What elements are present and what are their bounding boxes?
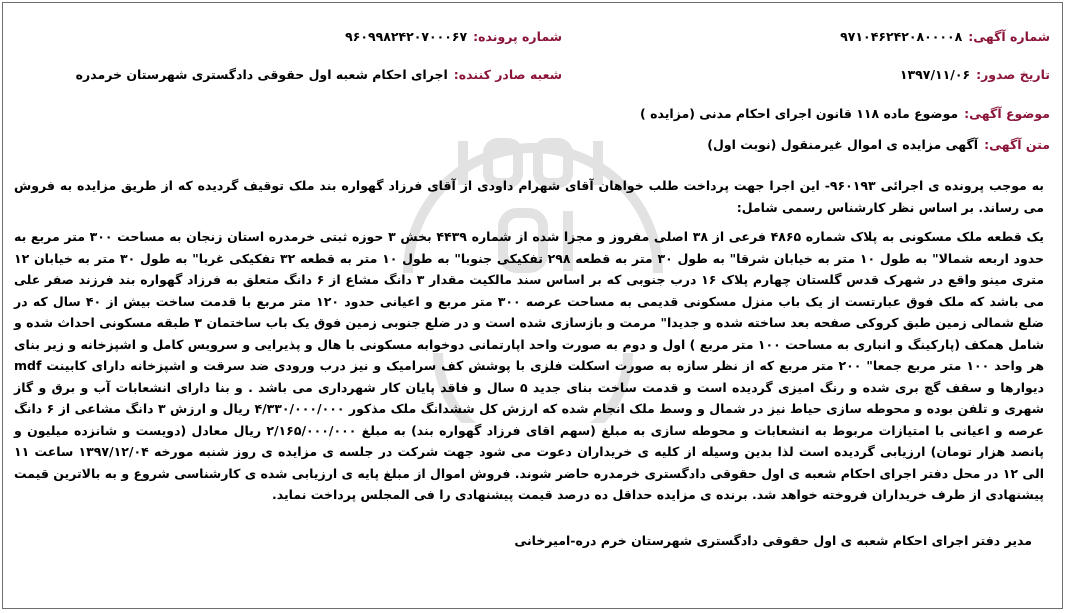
ad-text-label: متن آگهی: [984,137,1050,152]
ad-number-row [840,29,1050,44]
ad-text-paragraph-1: به موجب پرونده ی اجرائی ۹۶۰۱۹۳- این اجرا جهت پرداخت طلب خواهان آقای شهرام داودی از آقای فرزاد گهواره بند ملک توقیف گردیده که از طریق مزایده به فروش می رساند. بر اساس نظر کارشناس رسمی شامل: [14,178,1044,215]
ad-text-title: آگهی مزایده ی اموال غیرمنقول (نوبت اول) [707,137,979,152]
file-number-value: ۹۶۰۹۹۸۲۴۲۰۷۰۰۰۶۷ [345,29,468,44]
issue-date-value: ۱۳۹۷/۱۱/۰۶ [899,67,971,82]
issue-date-row [900,67,1050,82]
ad-text-header-row [707,137,1050,152]
issuing-branch-label: شعبه صادر کننده: [453,67,562,82]
subject-label: موضوع آگهی: [964,106,1050,121]
issue-date-label: تاریخ صدور: [976,67,1050,82]
ad-number-value: ۹۷۱۰۴۶۲۴۲۰۸۰۰۰۰۸ [840,29,963,44]
subject-row [640,106,1050,121]
file-number-row [345,29,562,44]
subject-value: موضوع ماده ۱۱۸ قانون اجرای احکام مدنی (مزایده ) [640,106,959,121]
signature-line: مدیر دفتر اجرای احکام شعبه ی اول حقوقی دادگستری شهرستان خرم دره-امیرخانی [514,533,1032,548]
ad-number-label: شماره آگهی: [968,29,1050,44]
notice-frame [2,2,1063,609]
file-number-label: شماره پرونده: [473,29,562,44]
issuing-branch-value: اجرای احکام شعبه اول حقوقی دادگستری شهرستان خرمدره [75,67,448,82]
issuing-branch-row [76,67,562,82]
ad-text-paragraph-2: یک قطعه ملک مسکونی به پلاک شماره ۴۸۶۵ فرعی از ۳۸ اصلی مفروز و مجزا شده از شماره ۴۴۳۹ بخش ۳ حوزه ثبتی خرمدره استان زنجان به مساحت ۳۰۰ متر مربع به حدود اربعه شمالا" به طول ۱۰ متر به خیابان شرقا" به طول ۳۰ متر به قطعه ۲۹۸ تفکیکی جنوبا" به طول ۱۰ متر به قطعه ۳۲ تفکیکی غربا" به طول ۳۰ متر به خیابان ۱۲ متری مینو واقع در شهرک قدس گلستان چهارم پلاک ۱۶ درب جنوبی که بر اساس سند مالکیت مقدار ۳ دانگ مشاع از ۶ دانگ متعلق به فرزاد گهواره بند فرزند صفر علی می باشد که ملک فوق عبارتست از یک باب منزل مسکونی قدیمی به مساحت عرصه ۳۰۰ متر مربع و اعیانی حدود ۱۲۰ متر مربع با قدمت ساخت بیش از ۴۰ سال که در ضلع شمالی زمین طبق کروکی صفحه بعد ساخته شده و جدیدا" مرمت و بازسازی شده است و در ضلع جنوبی زمین فوق یک باب ساختمان ۳ طبقه مسکونی احداث شده و شامل همکف (پارکینگ و انباری به مساحت ۱۰۰ متر مربع ) اول و دوم به صورت واحد اپارتمانی دوخوابه مسکونی با هال و پذیرایی و سرویس کامل و اشپزخانه و زیر بنای هر واحد ۱۰۰ متر مربع جمعا" ۲۰۰ متر مربع که از نظر سازه به صورت اسکلت فلزی با پوشش کف سرامیک و نیز درب ورودی ضد سرقت و اشپزخانه دارای کابینت mdf دیوارها و سقف گچ بری شده و رنگ امیزی گردیده است و قدمت ساخت بنای جدید ۵ سال و فاقد پایان کار شهرداری می باشد . و بنا دارای انشعابات آب و برق و گاز شهری و تلفن بوده و محوطه سازی حیاط نیز در شمال و وسط ملک انجام شده که ارزش کل ششدانگ ملک مذکور ۴/۳۳۰/۰۰۰/۰۰۰ ریال و ارزش ۳ دانگ مشاعی از ۶ دانگ عرصه و اعیانی با امتیازات مربوط به انشعابات و محوطه سازی به مبلغ (سهم اقای فرزاد گهواره بند) به مبلغ ۲/۱۶۵/۰۰۰/۰۰۰ ریال معادل (دویست و شانزده میلیون و پانصد هزار تومان) ارزیابی گردیده است لذا بدین وسیله از کلیه ی خریداران دعوت می شود جهت شرکت در جلسه ی مزایده ی روز شنبه مورخه ۱۳۹۷/۱۲/۰۴ ساعت ۱۱ الی ۱۲ در محل دفتر اجرای احکام شعبه ی اول حقوقی دادگستری خرمدره حاضر شوند. فروش اموال از مبلغ پایه ی ارزیابی شده ی کارشناسی شروع و به بالاترین قیمت پیشنهادی از طرف خریداران فروخته خواهد شد. برنده ی مزایده حداقل ده درصد قیمت پیشنهادی را فی المجلس پرداخت نماید. [14,229,1045,502]
